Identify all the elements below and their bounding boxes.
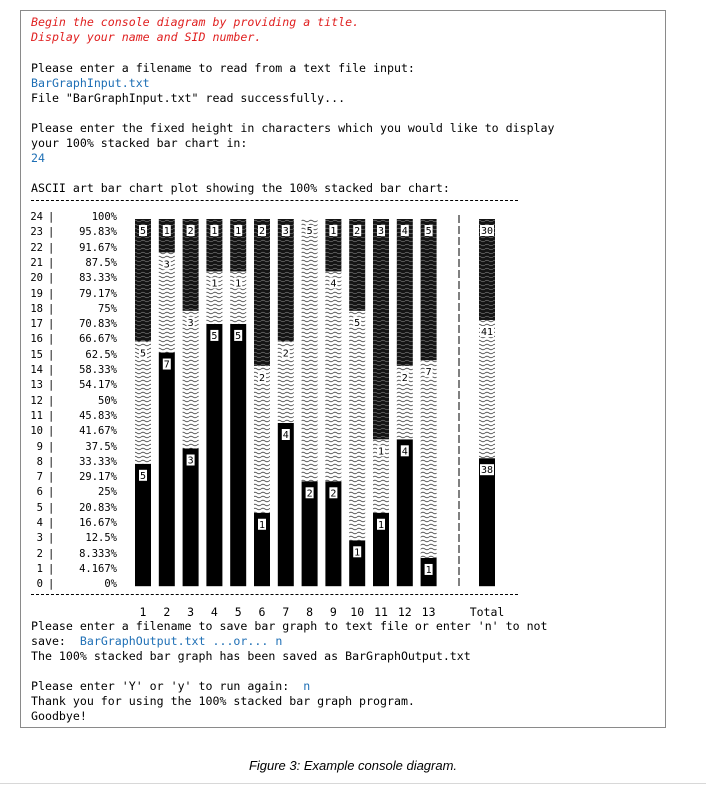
bar-segment-bottom: [278, 423, 294, 586]
percent-label: 20.83%: [79, 501, 117, 514]
axis-bar: |: [48, 501, 55, 514]
category-label: 2: [163, 605, 171, 619]
percent-label: 95.83%: [79, 226, 117, 239]
prompt-height-2: your 100% stacked bar chart in:: [31, 136, 248, 150]
total-value-label: 30: [480, 226, 494, 237]
axis-bar: |: [48, 241, 55, 254]
prompt-filename: Please enter a filename to read from a text file input:: [31, 61, 415, 75]
segment-value-label: 7: [425, 367, 432, 379]
bars-svg: [21, 199, 667, 619]
percent-label: 12.5%: [85, 532, 117, 545]
bar-segment-top: [135, 219, 151, 341]
segment-value-label: 1: [377, 519, 385, 531]
segment-value-label: 5: [306, 226, 313, 237]
figure-caption: Figure 3: Example console diagram.: [248, 758, 458, 773]
segment-value-label: 1: [211, 226, 218, 237]
bar-segment-top: [254, 219, 270, 366]
prompt-height-1: Please enter the fixed height in characters which you would like to display: [31, 121, 555, 135]
input-save[interactable]: BarGraphOutput.txt ...or... n: [79, 634, 283, 648]
percent-label: 4.167%: [79, 562, 117, 575]
percent-label: 41.67%: [79, 425, 117, 438]
axis-bar: |: [48, 302, 55, 315]
percent-label: 0%: [104, 578, 117, 591]
axis-bar: |: [48, 517, 55, 529]
bar-segment-top: [397, 219, 413, 366]
percent-label: 45.83%: [79, 409, 117, 422]
axis-bar: |: [48, 486, 55, 499]
bar-segment-middle: [325, 271, 341, 481]
bar-segment-bottom: [397, 439, 413, 586]
segment-value-label: 2: [258, 226, 266, 237]
percent-label: 8.333%: [79, 547, 117, 560]
percent-label: 91.67%: [79, 241, 117, 254]
input-height[interactable]: 24: [31, 151, 45, 165]
bar-segment-top: [278, 219, 294, 341]
segment-value-label: 1: [163, 226, 170, 237]
intro-line-1: Begin the console diagram by providing a title.: [31, 15, 360, 29]
percent-label: 58.33%: [79, 364, 117, 376]
console-window: [20, 10, 666, 728]
row-number: 21: [30, 256, 43, 269]
row-number: 6: [36, 486, 43, 499]
bar-segment-bottom: [206, 324, 222, 586]
save-label: save:: [31, 634, 66, 648]
segment-value-label: 5: [425, 226, 432, 237]
segment-value-label: 2: [330, 488, 337, 500]
axis-bar: |: [48, 211, 55, 223]
row-number: 12: [30, 394, 43, 407]
row-number: 17: [30, 318, 43, 331]
segment-value-label: 1: [235, 226, 242, 237]
row-number: 9: [36, 440, 43, 453]
prompt-again-label: Please enter 'Y' or 'y' to run again:: [31, 679, 290, 693]
segment-value-label: 5: [139, 348, 147, 360]
axis-bar: |: [48, 272, 55, 285]
axis-bar: |: [48, 532, 55, 545]
row-number: 5: [36, 501, 43, 514]
segment-value-label: 4: [401, 226, 408, 237]
row-number: 8: [36, 455, 43, 468]
axis-bar: |: [48, 578, 55, 591]
bar-segment-bottom: [135, 464, 151, 586]
segment-value-label: 3: [163, 259, 170, 271]
percent-label: 87.5%: [85, 256, 117, 269]
percent-label: 33.33%: [79, 455, 117, 468]
row-number: 14: [30, 364, 43, 376]
page-bottom-rule: [0, 783, 706, 784]
row-number: 19: [30, 287, 43, 300]
bar-segment-middle: [183, 311, 199, 449]
chart-heading: ASCII art bar chart plot showing the 100% stacked bar chart:: [31, 181, 450, 195]
prompt-again: [31, 679, 310, 694]
row-number: 18: [30, 302, 43, 315]
axis-bar: |: [48, 471, 55, 484]
category-label: 12: [397, 605, 412, 619]
axis-bar: |: [48, 379, 55, 392]
category-label: 5: [234, 605, 242, 619]
percent-label: 75%: [98, 302, 117, 315]
segment-value-label: 3: [377, 226, 385, 237]
axis-bar: |: [48, 562, 55, 575]
category-label: 4: [210, 605, 218, 619]
percent-label: 79.17%: [79, 287, 117, 300]
row-number: 24: [30, 211, 43, 223]
category-label: 6: [258, 605, 266, 619]
percent-label: 37.5%: [85, 440, 117, 453]
category-label: 11: [374, 605, 388, 619]
segment-value-label: 5: [354, 317, 361, 329]
row-number: 22: [30, 241, 43, 254]
segment-value-label: 3: [187, 455, 194, 467]
axis-bar: |: [48, 226, 55, 239]
prompt-save-1: Please enter a filename to save bar graph to text file or enter 'n' to not: [31, 619, 548, 633]
axis-bar: |: [48, 348, 55, 361]
segment-value-label: 2: [306, 488, 313, 500]
axis-bar: |: [48, 394, 55, 407]
row-number: 11: [30, 409, 43, 422]
segment-value-label: 4: [330, 278, 337, 290]
row-number: 16: [30, 333, 43, 346]
segment-value-label: 7: [163, 359, 170, 371]
bar-segment-middle: [254, 366, 270, 513]
category-label: 7: [282, 605, 290, 619]
category-label: 9: [329, 605, 337, 619]
row-number: 4: [36, 517, 43, 529]
row-number: 0: [36, 578, 43, 591]
bar-segment-bottom: [183, 449, 199, 587]
axis-bar: |: [48, 440, 55, 453]
segment-value-label: 4: [401, 446, 408, 458]
category-label: 3: [187, 605, 195, 619]
row-number: 7: [36, 471, 43, 484]
segment-value-label: 5: [211, 330, 218, 342]
percent-label: 70.83%: [79, 318, 117, 331]
row-number: 2: [36, 547, 43, 560]
category-label: 1: [139, 605, 147, 619]
percent-label: 66.67%: [79, 333, 117, 346]
intro-line-2: Display your name and SID number.: [31, 30, 262, 44]
axis-bar: |: [48, 333, 55, 346]
segment-value-label: 2: [187, 226, 194, 237]
input-again[interactable]: n: [303, 679, 311, 693]
percent-label: 25%: [98, 486, 117, 499]
segment-value-label: 1: [425, 564, 432, 576]
segment-value-label: 3: [187, 317, 194, 329]
row-number: 10: [30, 425, 43, 438]
bar-segment-top: [421, 219, 437, 360]
category-label: 13: [421, 605, 436, 619]
segment-value-label: 3: [282, 226, 289, 237]
bar-segment-middle: [349, 311, 365, 541]
segment-value-label: 5: [139, 226, 147, 237]
segment-value-label: 1: [330, 226, 337, 237]
category-label: 8: [306, 605, 314, 619]
row-number: 13: [30, 379, 43, 392]
bar-segment-top: [373, 219, 389, 439]
total-value-label: 41: [480, 327, 494, 339]
segment-value-label: 5: [235, 330, 242, 342]
row-number: 15: [30, 348, 43, 361]
segment-value-label: 1: [235, 278, 242, 290]
axis-bar: |: [48, 455, 55, 468]
axis-bar: |: [48, 364, 55, 376]
bar-segment-bottom: [479, 458, 495, 586]
bar-segment-bottom: [230, 324, 246, 586]
percent-label: 54.17%: [79, 379, 117, 392]
segment-value-label: 5: [139, 470, 147, 482]
thanks-message: Thank you for using the 100% stacked bar graph program.: [31, 694, 415, 708]
segment-value-label: 1: [354, 547, 361, 559]
segment-value-label: 2: [354, 226, 361, 237]
total-category-label: Total: [469, 605, 505, 619]
axis-bar: |: [48, 318, 55, 331]
prompt-save-2: [31, 634, 282, 649]
row-number: 20: [30, 272, 43, 285]
segment-value-label: 2: [258, 372, 266, 384]
segment-value-label: 1: [211, 278, 218, 290]
category-label: 10: [350, 605, 365, 619]
axis-bar: |: [48, 425, 55, 438]
segment-value-label: 2: [282, 348, 289, 360]
percent-label: 100%: [91, 211, 117, 223]
saved-message: The 100% stacked bar graph has been saved as BarGraphOutput.txt: [31, 649, 471, 663]
bar-segment-bottom: [159, 353, 175, 587]
percent-label: 16.67%: [79, 517, 117, 529]
axis-bar: |: [48, 256, 55, 269]
percent-label: 83.33%: [79, 272, 117, 285]
percent-label: 50%: [98, 394, 117, 407]
axis-bar: |: [48, 547, 55, 560]
percent-label: 62.5%: [85, 348, 117, 361]
segment-value-label: 4: [282, 430, 289, 441]
row-number: 1: [36, 562, 43, 575]
row-number: 23: [30, 226, 43, 239]
bar-segment-middle: [479, 320, 495, 458]
bottom-divider: [31, 594, 518, 595]
read-success: File "BarGraphInput.txt" read successfully...: [31, 91, 346, 105]
axis-bar: |: [48, 409, 55, 422]
axis-bar: |: [48, 287, 55, 300]
input-filename[interactable]: BarGraphInput.txt: [31, 76, 150, 90]
row-number: 3: [36, 532, 43, 545]
total-value-label: 38: [480, 465, 494, 477]
goodbye-message: Goodbye!: [31, 709, 87, 723]
bar-segment-middle: [135, 341, 151, 463]
segment-value-label: 1: [377, 446, 385, 458]
bar-segment-middle: [302, 219, 318, 481]
percent-label: 29.17%: [79, 471, 117, 484]
segment-value-label: 2: [401, 372, 408, 384]
segment-value-label: 1: [258, 519, 266, 531]
bar-segment-middle: [421, 360, 437, 558]
